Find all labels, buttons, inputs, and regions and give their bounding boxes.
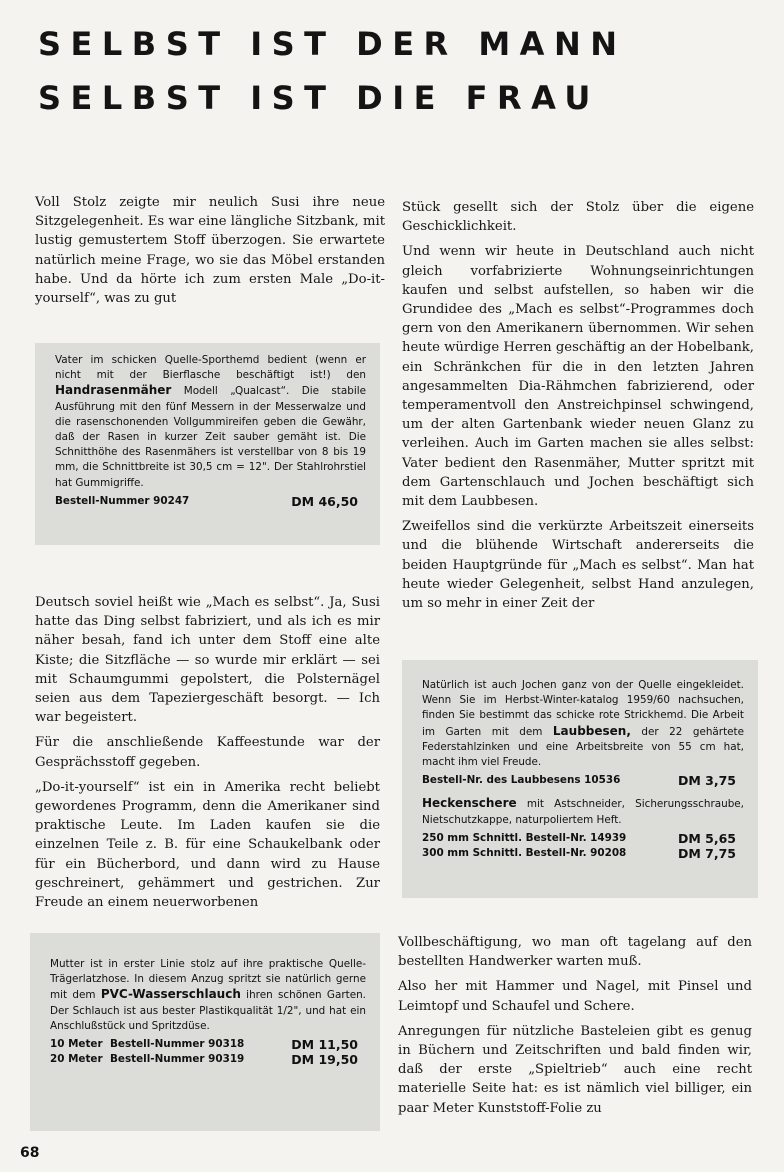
order-line: [422, 846, 744, 861]
product-name: Heckenschere: [422, 796, 517, 811]
product-description: Mutter ist in erster Linie stolz auf ihre praktische Quelle-Trägerlatzhose. In diesem Anzug spritzt sie natürlich gerne mit dem PVC-Wasserschlauch ihren schönen Garten. Der Schlauch ist aus bester Plastikqualität 1/2", und hat ein Anschlußstück und Spritzdüse.: [50, 958, 366, 1032]
order-number: 300 mm Schnittl. Bestell-Nr. 90208: [422, 847, 627, 860]
order-line: [55, 494, 366, 509]
order-number: Bestell-Nummer 90318: [110, 1038, 245, 1051]
product-name: Laubbesen,: [552, 723, 631, 738]
price: DM 11,50: [291, 1037, 358, 1053]
price: DM 5,65: [677, 830, 736, 846]
price: DM 3,75: [677, 773, 736, 789]
article-paragraph: Deutsch soviel heißt wie „Mach es selbst“. Ja, Susi hatte das Ding selbst fabriziert, und als ich es mir näher besah, fand ich unter dem Stoff eine alte Kiste; die Sitzfläche — so wurde mir erklärt — sei mit Schaumgummi gepolstert, die Polsternägel seien aus dem Tapeziergeschäft besorgt. — Ich war begeistert.: [35, 595, 380, 726]
page-number: 68: [20, 1145, 40, 1161]
product-name: PVC-Wasserschlauch: [100, 987, 241, 1002]
article-column-right-top: [402, 198, 754, 613]
article-paragraph: Vollbeschäftigung, wo man oft tagelang auf den bestellten Handwerker warten muß.: [398, 935, 752, 970]
order-line: 10 Meter Bestell-Nummer 90318 DM 11,50: [50, 1037, 366, 1052]
price: DM 7,75: [677, 846, 736, 862]
product-description: Vater im schicken Quelle-Sporthemd bedient (wenn er nicht mit der Bierflasche beschäftigt ist!) den Handrasenmäher Modell „Qualcast“. Die stabile Ausführung mit den fünf Messern in der Messerwalze und die rasenschonenden Vollgummireifen geben die Gewähr, daß der Rasen in kurzer Zeit sauber gemäht ist. Die Schnitthöhe des Rasenmähers ist verstellbar von 8 bis 19 mm, die Schnittbreite ist 30,5 cm = 12". Der Stahlrohrstiel hat Gummigriffe.: [55, 354, 366, 489]
article-paragraph: Voll Stolz zeigte mir neulich Susi ihre neue Sitzgelegenheit. Es war eine längliche Sitzbank, mit lustig gemustertem Stoff überzogen. Sie erwartete natürlich meine Frage, wo sie das Möbel erstanden habe. Und da hörte ich zum ersten Male „Do-it-yourself“, was zu gut: [35, 195, 385, 307]
order-number: 250 mm Schnittl. Bestell-Nr. 14939: [422, 831, 627, 844]
headline-line-2: SELBST IST DIE FRAU: [38, 79, 600, 117]
headline-line-1: SELBST IST DER MANN: [38, 25, 627, 63]
article-paragraph: Und wenn wir heute in Deutschland auch nicht gleich vorfabrizierte Wohnungseinrichtungen kaufen und selbst aufstellen, so haben wir die Grundidee des „Mach es selbst“-Programmes doch gern von den Amerikanern übernommen. Wir sehen heute würdige Herren geschäftig an der Hobelbank, ein Schränkchen für die in den letzten Jahren angesammelten Dia-Rähmchen fabrizierend, oder temperamentvoll den Anstreichpinsel schwingend, um der alten Gartenbank wieder neuen Glanz zu verleihen. Auch im Garten machen sie alles selbst: Vater bedient den Rasenmäher, Mutter spritzt mit dem Gartenschlauch und Jochen beschäftigt sich mit dem Laubbesen.: [402, 244, 754, 510]
product-description: Natürlich ist auch Jochen ganz von der Quelle eingekleidet. Wenn Sie im Herbst-Winter-katalog 1959/60 nachsuchen, finden Sie bestimmt das schicke rote Strickhemd. Die Arbeit im Garten mit dem Laubbesen, der 22 gehärtete Federstahlzinken und eine Arbeitsbreite von 55 cm hat, macht ihm viel Freude.: [422, 679, 744, 769]
price: DM 46,50: [291, 493, 358, 509]
article-column-left-bottom: [35, 593, 380, 912]
article-paragraph: Anregungen für nützliche Basteleien gibt es genug in Büchern und Zeitschriften und bald finden wir, daß der erste „Spieltrieb“ auch eine recht materielle Seite hat: es ist nämlich viel billiger, ein paar Meter Kunststoff-Folie zu: [398, 1023, 752, 1116]
order-number: Bestell-Nummer 90247: [55, 494, 190, 507]
order-number: Bestell-Nr. des Laubbesens 10536: [422, 774, 621, 787]
order-number: Bestell-Nummer 90319: [110, 1053, 245, 1066]
product-name: Handrasenmäher: [55, 383, 172, 398]
article-paragraph: Stück gesellt sich der Stolz über die eigene Geschicklichkeit.: [402, 200, 754, 235]
product-description: Heckenschere mit Astschneider, Sicherungsschraube, Nietschutzkappe, naturpoliertem Heft.: [422, 796, 744, 826]
article-paragraph: Zweifellos sind die verkürzte Arbeitszeit einerseits und die blühende Wirtschaft andererseits die beiden Hauptgründe für „Mach es selbst“. Man hat heute wieder Gelegenheit, selbst Hand anzulegen, um so mehr in einer Zeit der: [402, 519, 754, 612]
product-box-lawnmower: [35, 343, 380, 545]
order-line: [422, 773, 744, 788]
article-column-right-bottom: [398, 933, 752, 1118]
article-paragraph: Für die anschließende Kaffeestunde war der Gesprächsstoff gegeben.: [35, 735, 380, 770]
article-paragraph: Also her mit Hammer und Nagel, mit Pinsel und Leimtopf und Schaufel und Schere.: [398, 979, 752, 1014]
order-line: 20 Meter Bestell-Nummer 90319 DM 19,50: [50, 1052, 366, 1067]
order-line: [422, 831, 744, 846]
article-paragraph: „Do-it-yourself“ ist ein in Amerika recht beliebt gewordenes Programm, denn die Amerikaner sind praktische Leute. Im Laden kaufen sie die einzelnen Teile z. B. für eine Schaukelbank oder für ein Bücherbord, und dann wird zu Hause geschreinert, gehämmert und gestrichen. Zur Freude an einem neuerworbenen: [35, 779, 380, 911]
article-column-left-top: [35, 193, 385, 308]
product-box-hose: [30, 933, 380, 1131]
product-box-rake: [402, 660, 758, 898]
price: DM 19,50: [291, 1052, 358, 1068]
